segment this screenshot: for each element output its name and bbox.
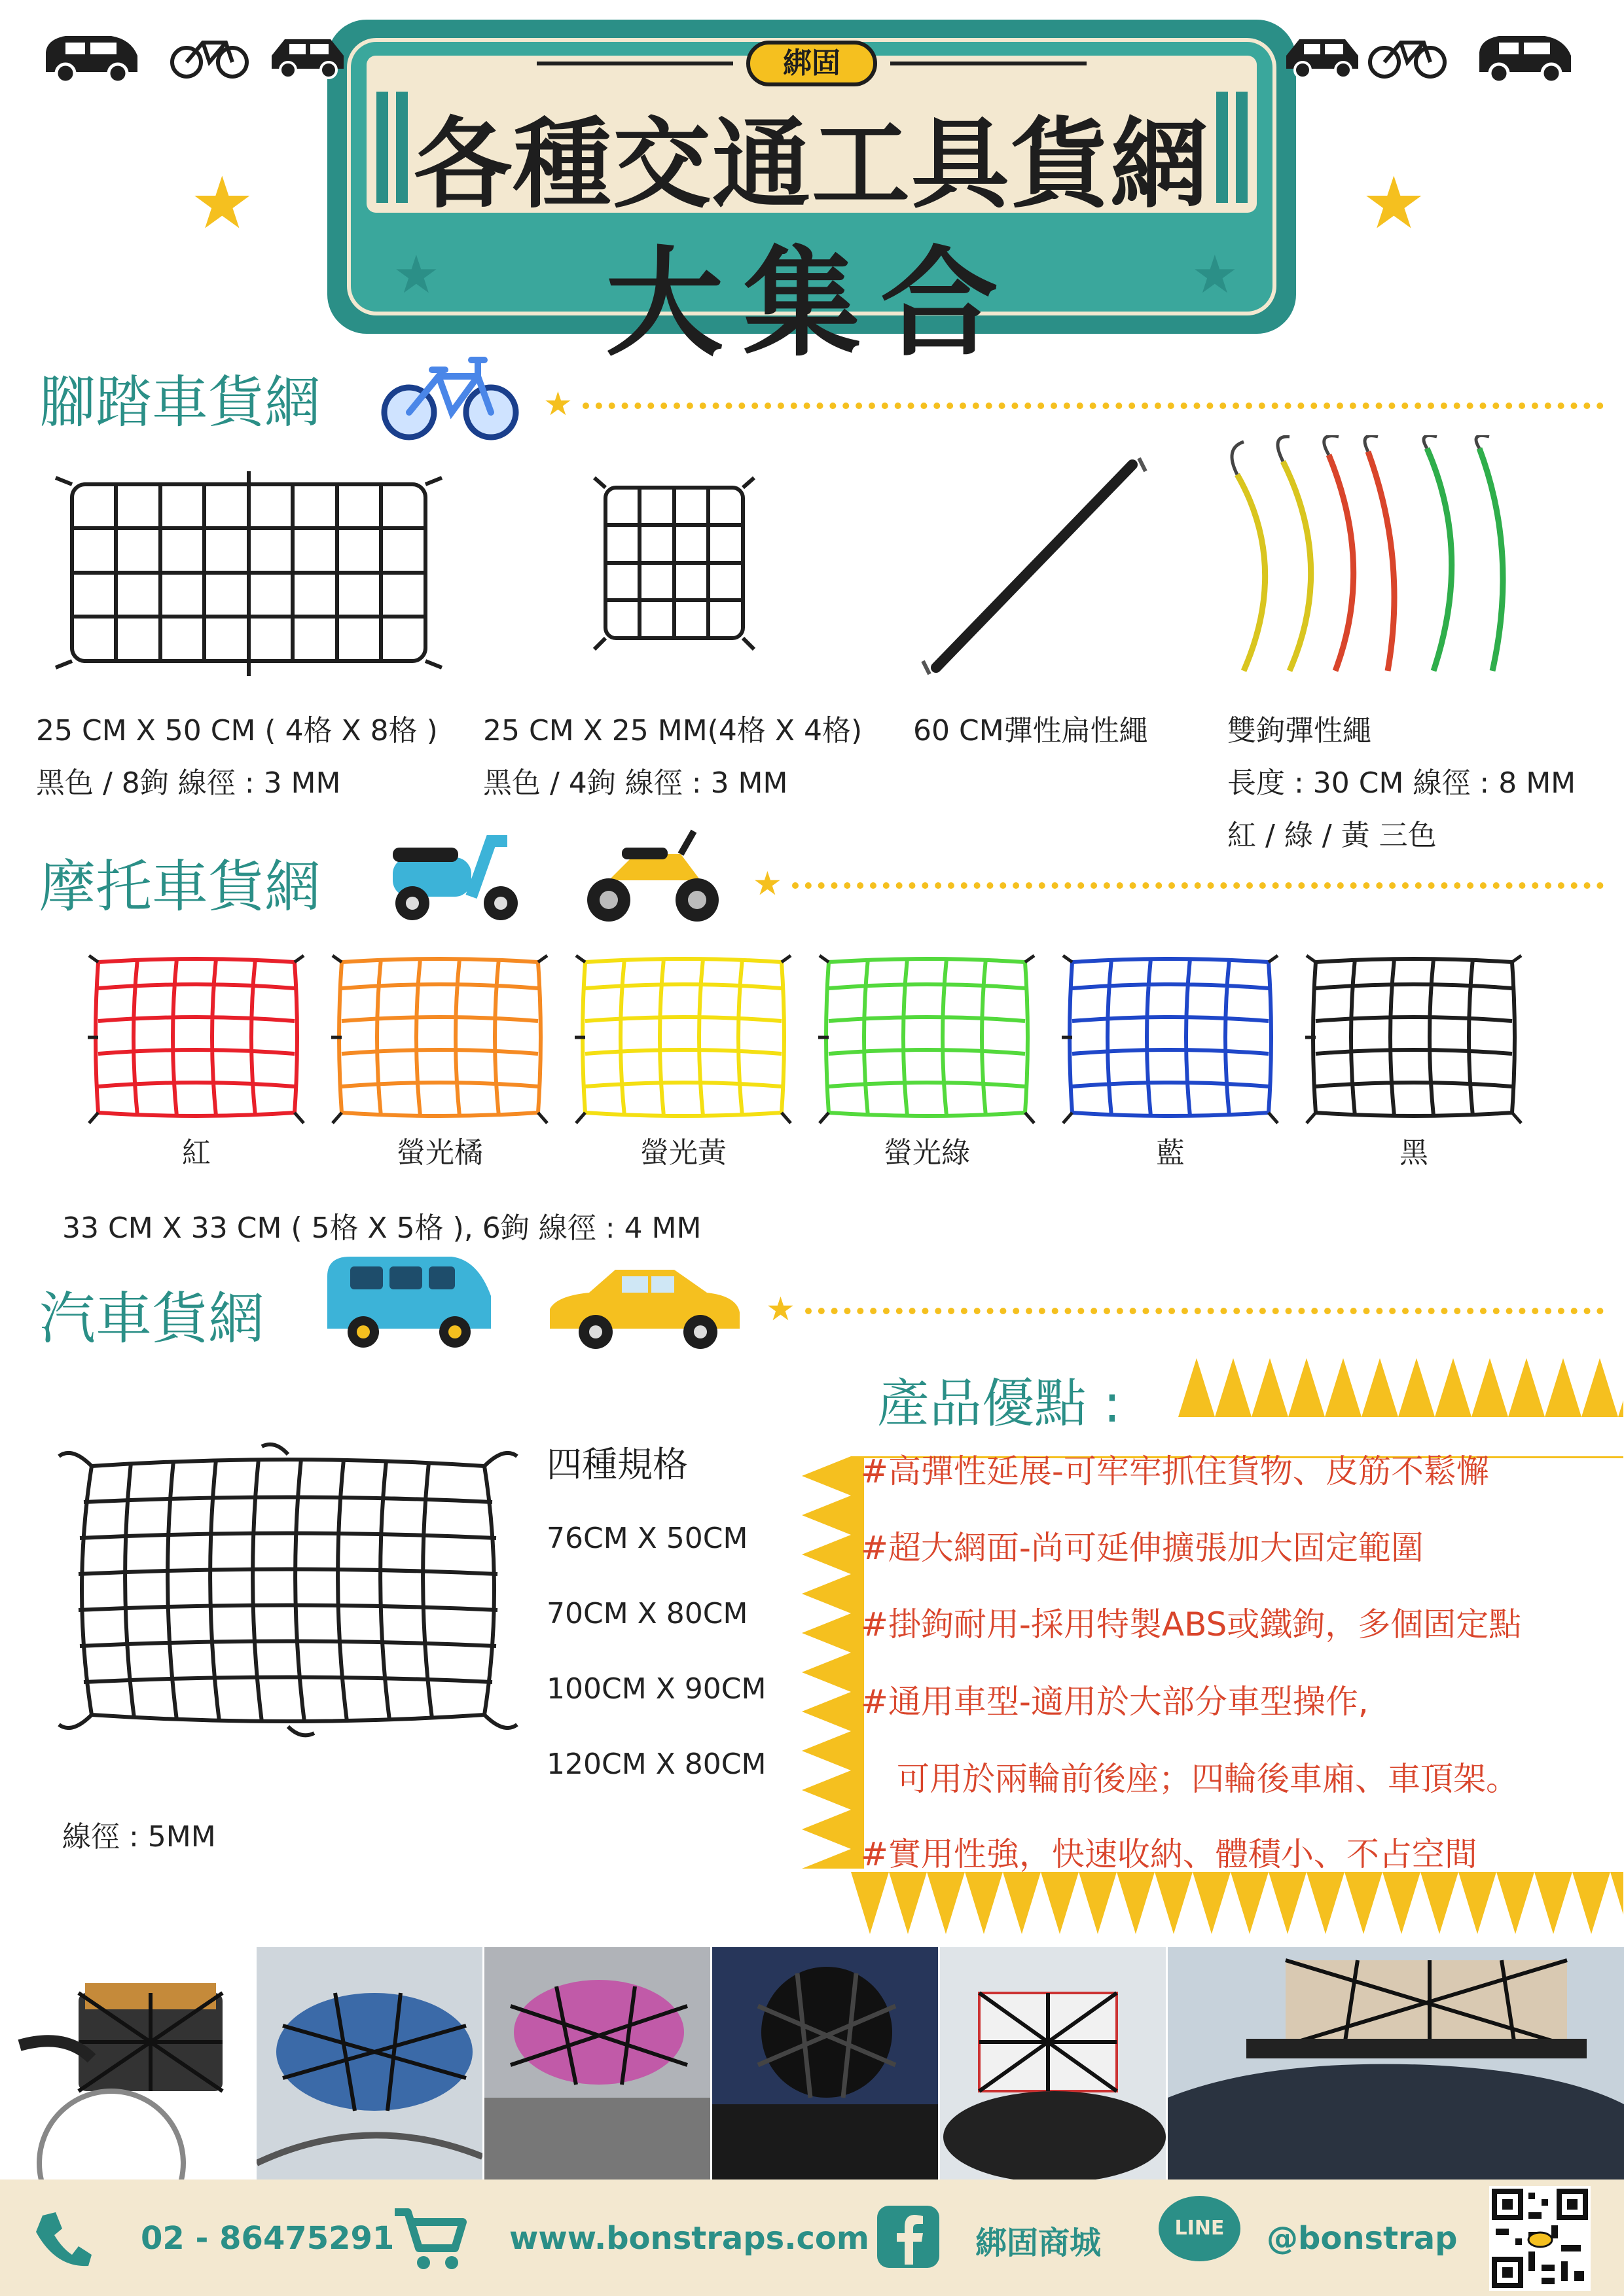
photo-scooter-box-net xyxy=(940,1947,1166,2179)
bicycle-product-1-size: 25 CM X 50 CM ( 4格 X 8格 ) xyxy=(36,714,438,747)
motorcycle-net-image xyxy=(85,942,308,1132)
bicycle-product-2-spec: 黑色 / 4鉤 線徑 : 3 MM xyxy=(483,766,788,800)
star-icon: ★ xyxy=(1191,244,1238,305)
car-section-title: 汽車貨網 xyxy=(39,1286,264,1352)
page-subtitle: 大集合 xyxy=(605,236,1018,372)
page-title: 各種交通工具貨網 xyxy=(413,108,1210,222)
motorcycle-icon xyxy=(576,821,727,926)
section-divider xyxy=(792,882,1604,889)
motorcycle-net-color-label: 藍 xyxy=(1156,1136,1185,1170)
bicycle-section-title: 腳踏車貨網 xyxy=(39,370,321,435)
car-icon xyxy=(268,29,347,82)
motorcycle-net-image xyxy=(329,942,551,1132)
motorcycle-net-color-label: 螢光綠 xyxy=(884,1136,970,1170)
star-icon: ★ xyxy=(753,865,782,903)
advantage-item: #高彈性延展-可牢牢抓住貨物、皮筋不鬆懈 xyxy=(861,1452,1489,1490)
scooter-icon xyxy=(380,828,530,926)
advantage-item: #通用車型-適用於大部分車型操作, xyxy=(861,1683,1369,1721)
flat-bungee-strap xyxy=(916,452,1152,681)
car-size-4: 120CM X 80CM xyxy=(547,1748,767,1781)
bicycle-product-4-name: 雙鉤彈性繩 xyxy=(1227,714,1371,747)
star-icon: ★ xyxy=(543,385,573,423)
footer-line-id[interactable]: @bonstrap xyxy=(1267,2220,1458,2257)
car-size-2: 70CM X 80CM xyxy=(547,1597,748,1630)
line-icon[interactable]: LINE xyxy=(1159,2196,1240,2261)
motorcycle-net-color-label: 螢光黃 xyxy=(640,1136,727,1170)
motorcycle-net-color-label: 螢光橘 xyxy=(397,1136,483,1170)
bicycle-product-4-spec: 長度 : 30 CM 線徑 : 8 MM xyxy=(1227,766,1576,800)
taxi-car-icon xyxy=(543,1257,746,1355)
section-divider xyxy=(805,1308,1604,1314)
car-cargo-net xyxy=(52,1440,524,1741)
advantage-item: #掛鉤耐用-採用特製ABS或鐵鉤，多個固定點 xyxy=(861,1605,1522,1643)
advantage-item: 可用於兩輪前後座；四輪後車廂、車頂架。 xyxy=(897,1760,1519,1798)
advantage-item: #超大網面-尚可延伸擴張加大固定範圍 xyxy=(861,1529,1424,1567)
bicycle-product-3-name: 60 CM彈性扁性繩 xyxy=(913,714,1148,747)
cart-icon[interactable] xyxy=(389,2202,468,2274)
motorcycle-net-image xyxy=(1303,942,1525,1132)
bicycle-icon xyxy=(170,29,249,82)
advantage-item: #實用性強，快速收納、體積小、不占空間 xyxy=(861,1835,1477,1873)
star-icon: ★ xyxy=(393,244,440,305)
car-icon xyxy=(1283,29,1362,82)
facebook-icon[interactable] xyxy=(877,2206,939,2268)
motorcycle-net-color-label: 黑 xyxy=(1399,1136,1428,1170)
qr-code-icon[interactable] xyxy=(1489,2186,1591,2291)
bicycle-product-2-size: 25 CM X 25 MM(4格 X 4格) xyxy=(483,714,863,747)
motorcycle-net-image xyxy=(816,942,1038,1132)
brand-rule-left xyxy=(537,62,733,65)
motorcycle-net-image xyxy=(1059,942,1282,1132)
photo-car-roof-rack-net xyxy=(1168,1947,1624,2179)
footer-phone[interactable]: 02 - 86475291 xyxy=(141,2220,395,2257)
car-size-1: 76CM X 50CM xyxy=(547,1522,748,1555)
double-hook-bungee-cords xyxy=(1218,435,1538,691)
bicycle-icon xyxy=(380,347,520,442)
bicycle-net-large xyxy=(46,468,452,684)
car-icon xyxy=(1473,26,1578,85)
van-icon xyxy=(321,1250,497,1352)
advantages-title: 產品優點 : xyxy=(877,1373,1121,1434)
bicycle-product-1-spec: 黑色 / 8鉤 線徑 : 3 MM xyxy=(36,766,341,800)
star-icon: ★ xyxy=(190,161,255,245)
section-divider xyxy=(583,403,1604,409)
motorcycle-net-color-label: 紅 xyxy=(182,1136,211,1170)
car-size-3: 100CM X 90CM xyxy=(547,1672,767,1706)
photo-bike-seat-net xyxy=(257,1947,482,2179)
photo-bike-helmet-net xyxy=(484,1947,710,2179)
bicycle-net-small xyxy=(589,471,759,655)
car-sizes-title: 四種規格 xyxy=(547,1444,688,1485)
phone-icon[interactable] xyxy=(29,2206,95,2271)
motorcycle-net-spec: 33 CM X 33 CM ( 5格 X 5格 ), 6鉤 線徑 : 4 MM xyxy=(62,1211,702,1245)
brand-rule-right xyxy=(890,62,1087,65)
footer-facebook-name[interactable]: 綁固商城 xyxy=(975,2225,1102,2261)
motorcycle-section-title: 摩托車貨網 xyxy=(39,854,321,920)
photo-bike-basket xyxy=(13,1947,255,2179)
footer-website[interactable]: www.bonstraps.com xyxy=(509,2220,869,2257)
car-net-wire-spec: 線徑 : 5MM xyxy=(62,1820,216,1854)
photo-motorcycle-helmet-net xyxy=(712,1947,938,2179)
brand-badge: 綁固 xyxy=(746,41,877,86)
star-icon: ★ xyxy=(766,1290,795,1328)
bicycle-product-4-colors: 紅 / 綠 / 黃 三色 xyxy=(1227,819,1437,852)
bicycle-icon xyxy=(1368,29,1447,82)
star-icon: ★ xyxy=(1362,161,1426,245)
motorcycle-net-image xyxy=(572,942,795,1132)
car-icon xyxy=(39,26,144,85)
